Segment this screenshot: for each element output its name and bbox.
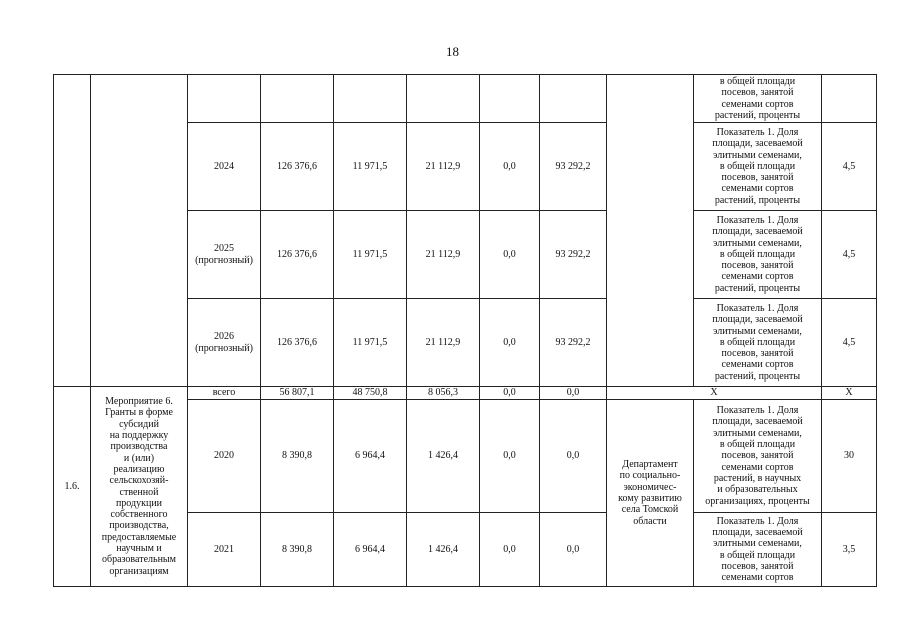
regional-cell: 21 112,9 xyxy=(407,211,480,299)
indicator-cell: Показатель 1. Доля площади, засеваемой элитными семенами, в общей площади посевов, занятой семенами сортов растений, проценты xyxy=(694,299,822,387)
total-cell: 8 390,8 xyxy=(261,513,334,587)
extra-cell: 0,0 xyxy=(540,387,607,400)
regional-cell: 1 426,4 xyxy=(407,513,480,587)
code-cell-empty xyxy=(54,75,91,387)
regional-cell xyxy=(407,75,480,123)
event-code-cell: 1.6. xyxy=(54,387,91,587)
regional-cell: 1 426,4 xyxy=(407,400,480,513)
federal-cell: 11 971,5 xyxy=(334,299,407,387)
indicator-cell: Показатель 1. Доля площади, засеваемой элитными семенами, в общей площади посевов, занятой семенами сортов растений, в научных и образовательных организациях, проценты xyxy=(694,400,822,513)
department-cell: Департамент по социально- экономичес- кому развитию села Томской области xyxy=(607,400,694,587)
indicator-cell: Показатель 1. Доля площади, засеваемой элитными семенами, в общей площади посевов, занятой семенами сортов xyxy=(694,513,822,587)
year-cell: 2020 xyxy=(188,400,261,513)
department-cell-empty xyxy=(607,75,694,387)
federal-cell xyxy=(334,75,407,123)
indicator-cell: Показатель 1. Доля площади, засеваемой элитными семенами, в общей площади посевов, занятой семенами сортов растений, проценты xyxy=(694,211,822,299)
budget-table xyxy=(53,74,877,587)
regional-cell: 21 112,9 xyxy=(407,299,480,387)
total-cell: 8 390,8 xyxy=(261,400,334,513)
year-cell: 2026 (прогнозный) xyxy=(188,299,261,387)
page-number: 18 xyxy=(446,44,459,59)
table-row xyxy=(54,75,877,123)
event-name-cell: Мероприятие 6. Гранты в форме субсидий на поддержку производства и (или) реализацию сельскохозяй- ственной продукции собственного производства, предоставляемые научным и образовательным организациям xyxy=(91,387,188,587)
extra-cell: 93 292,2 xyxy=(540,299,607,387)
year-cell: 2024 xyxy=(188,123,261,211)
regional-cell: 21 112,9 xyxy=(407,123,480,211)
extra-cell: 0,0 xyxy=(540,400,607,513)
federal-cell: 11 971,5 xyxy=(334,211,407,299)
total-cell: 126 376,6 xyxy=(261,211,334,299)
extra-cell: 0,0 xyxy=(540,513,607,587)
federal-cell: 6 964,4 xyxy=(334,400,407,513)
indicator-cell: в общей площади посевов, занятой семенами сортов растений, проценты xyxy=(694,75,822,123)
local-cell: 0,0 xyxy=(480,400,540,513)
local-cell xyxy=(480,75,540,123)
extra-cell: 93 292,2 xyxy=(540,123,607,211)
indicator-value-cell: 4,5 xyxy=(822,299,877,387)
indicator-value-cell: 3,5 xyxy=(822,513,877,587)
indicator-value-cell xyxy=(822,75,877,123)
indicator-value-cell: 30 xyxy=(822,400,877,513)
indicator-value-cell: 4,5 xyxy=(822,211,877,299)
local-cell: 0,0 xyxy=(480,211,540,299)
event-cell-empty xyxy=(91,75,188,387)
year-cell: 2025 (прогнозный) xyxy=(188,211,261,299)
indicator-value-cell: 4,5 xyxy=(822,123,877,211)
total-cell xyxy=(261,75,334,123)
federal-cell: 48 750,8 xyxy=(334,387,407,400)
year-cell: 2021 xyxy=(188,513,261,587)
department-indicator-merged-cell: Х xyxy=(607,387,822,400)
local-cell: 0,0 xyxy=(480,513,540,587)
extra-cell xyxy=(540,75,607,123)
federal-cell: 6 964,4 xyxy=(334,513,407,587)
table-row xyxy=(54,387,877,400)
total-cell: 126 376,6 xyxy=(261,123,334,211)
local-cell: 0,0 xyxy=(480,299,540,387)
federal-cell: 11 971,5 xyxy=(334,123,407,211)
total-cell: 126 376,6 xyxy=(261,299,334,387)
regional-cell: 8 056,3 xyxy=(407,387,480,400)
extra-cell: 93 292,2 xyxy=(540,211,607,299)
indicator-cell: Показатель 1. Доля площади, засеваемой элитными семенами, в общей площади посевов, занятой семенами сортов растений, проценты xyxy=(694,123,822,211)
local-cell: 0,0 xyxy=(480,123,540,211)
year-cell: всего xyxy=(188,387,261,400)
total-cell: 56 807,1 xyxy=(261,387,334,400)
local-cell: 0,0 xyxy=(480,387,540,400)
indicator-value-cell: Х xyxy=(822,387,877,400)
year-cell xyxy=(188,75,261,123)
